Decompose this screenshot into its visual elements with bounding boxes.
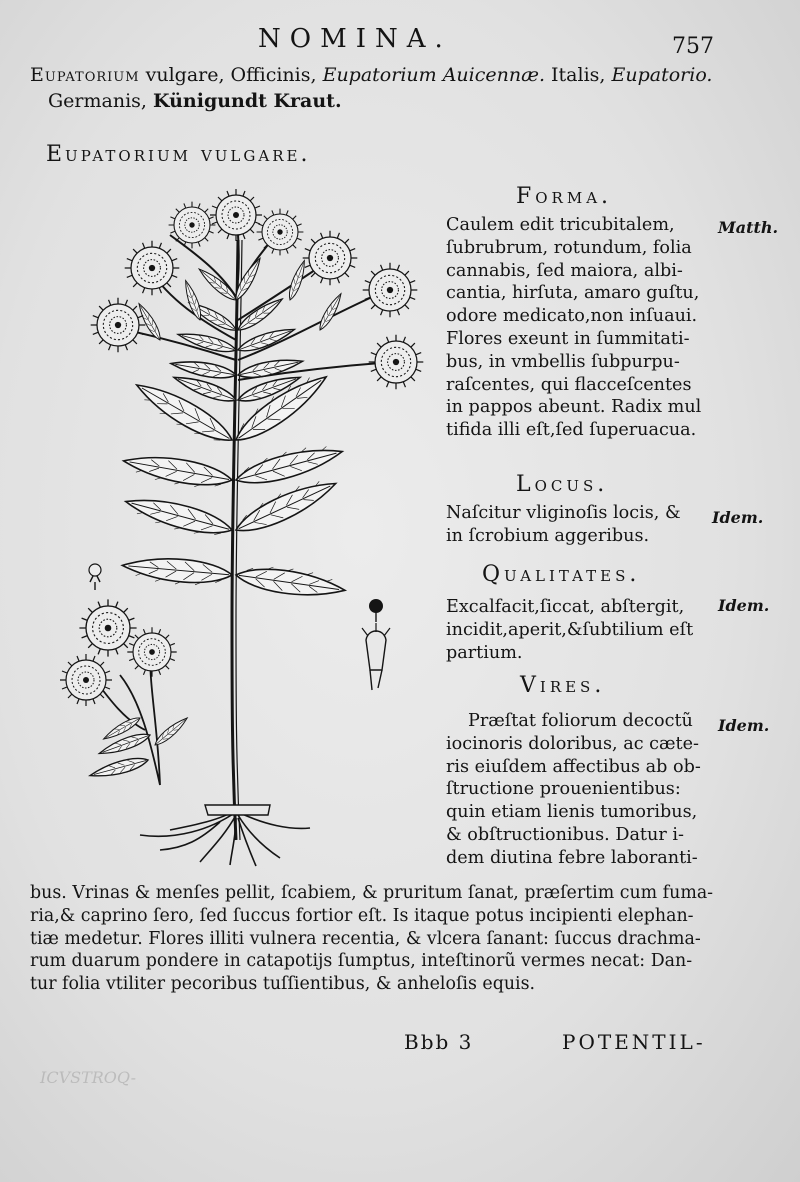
margin-note-locus: Idem.	[712, 508, 764, 527]
section-title-vires: Vires.	[520, 673, 606, 698]
text-line: bus. Vrinas & menſes pellit, ſcabiem, & pruritum ſanat, præſertim cum fuma-	[30, 883, 714, 903]
margin-note-qualitates: Idem.	[718, 596, 770, 615]
plant-title: Eupatorium vulgare.	[46, 142, 311, 167]
text-line: Præſtat foliorum decoctũ	[468, 711, 693, 731]
text-line: Excalfacit,ſiccat, abſtergit,	[446, 597, 685, 617]
nomina-text: vulgare, Officinis,	[139, 64, 323, 86]
nomina-italic-1: Eupatorium Auicennæ.	[322, 64, 545, 86]
qualitates-text	[446, 596, 693, 664]
text-line: incidit,aperit,&ſubtilium eſt	[446, 619, 694, 640]
text-line: partium.	[446, 642, 523, 663]
bleed-through-text: ICVSTROQ-	[40, 1068, 137, 1087]
vires-full-width-text	[30, 882, 713, 996]
text-line: odore medicato,non inſuaui.	[446, 306, 698, 327]
text-line: ria,& caprino ſero, ſed ſuccus fortior eſt. Is itaque potus incipienti elephan-	[30, 905, 694, 926]
nomina-term: Eupatorium	[30, 64, 140, 86]
margin-note-vires: Idem.	[718, 716, 770, 735]
nomina-blackletter: Künigundt Kraut.	[153, 90, 342, 112]
text-line: ſtructione prouenientibus:	[446, 779, 681, 800]
text-line: Naſcitur vliginoſis locis, &	[446, 503, 681, 523]
text-line: in pappos abeunt. Radix mul	[446, 397, 702, 418]
text-line: ſubrubrum, rotundum, folia	[446, 237, 692, 258]
text-line: Flores exeunt in ſummitati-	[446, 328, 690, 349]
page-number: 757	[672, 34, 714, 59]
signature-mark: Bbb 3	[404, 1030, 474, 1054]
nomina-italic-2: Eupatorio.	[611, 64, 713, 86]
text-line: rum duarum pondere in catapotijs ſumptus, inteſtinorũ vermes necat: Dan-	[30, 951, 693, 972]
text-line: raſcentes, qui flacceſcentes	[446, 374, 692, 395]
text-line: in ſcrobium aggeribus.	[446, 525, 650, 546]
section-title-locus: Locus.	[516, 472, 609, 497]
text-line: tifida illi eſt,ſed ſuperuacua.	[446, 420, 697, 441]
nomina-germanis: Germanis,	[48, 90, 153, 112]
text-line: tur folia vtiliter pecoribus tuſſientibus, & anheloſis equis.	[30, 974, 536, 995]
forma-text	[446, 214, 701, 442]
margin-note-forma: Matth.	[718, 218, 779, 237]
vires-text	[446, 710, 701, 870]
text-line: cantia, hirſuta, amaro guſtu,	[446, 283, 700, 304]
text-line: & obſtructionibus. Datur i-	[446, 824, 684, 845]
catchword: POTENTIL-	[562, 1030, 706, 1054]
text-line: ris eiuſdem affectibus ab ob-	[446, 756, 701, 777]
text-line: bus, in vmbellis ſubpurpu-	[446, 351, 680, 372]
text-line: cannabis, ſed maiora, albi-	[446, 260, 683, 281]
section-title-forma: Forma.	[516, 184, 613, 209]
locus-text	[446, 502, 681, 548]
text-line: Caulem edit tricubitalem,	[446, 215, 675, 235]
section-title-qualitates: Qualitates.	[482, 562, 641, 587]
nomina-text-2: Italis,	[545, 64, 612, 86]
text-line: iocinoris doloribus, ac cæte-	[446, 733, 699, 754]
text-line: dem diutina febre laboranti-	[446, 847, 698, 868]
text-line: quin etiam lienis tumoribus,	[446, 802, 698, 823]
text-line: tiæ medetur. Flores illiti vulnera recentia, & vlcera ſanant: ſuccus drachma-	[30, 928, 701, 949]
running-head: NOMINA.	[258, 24, 452, 54]
